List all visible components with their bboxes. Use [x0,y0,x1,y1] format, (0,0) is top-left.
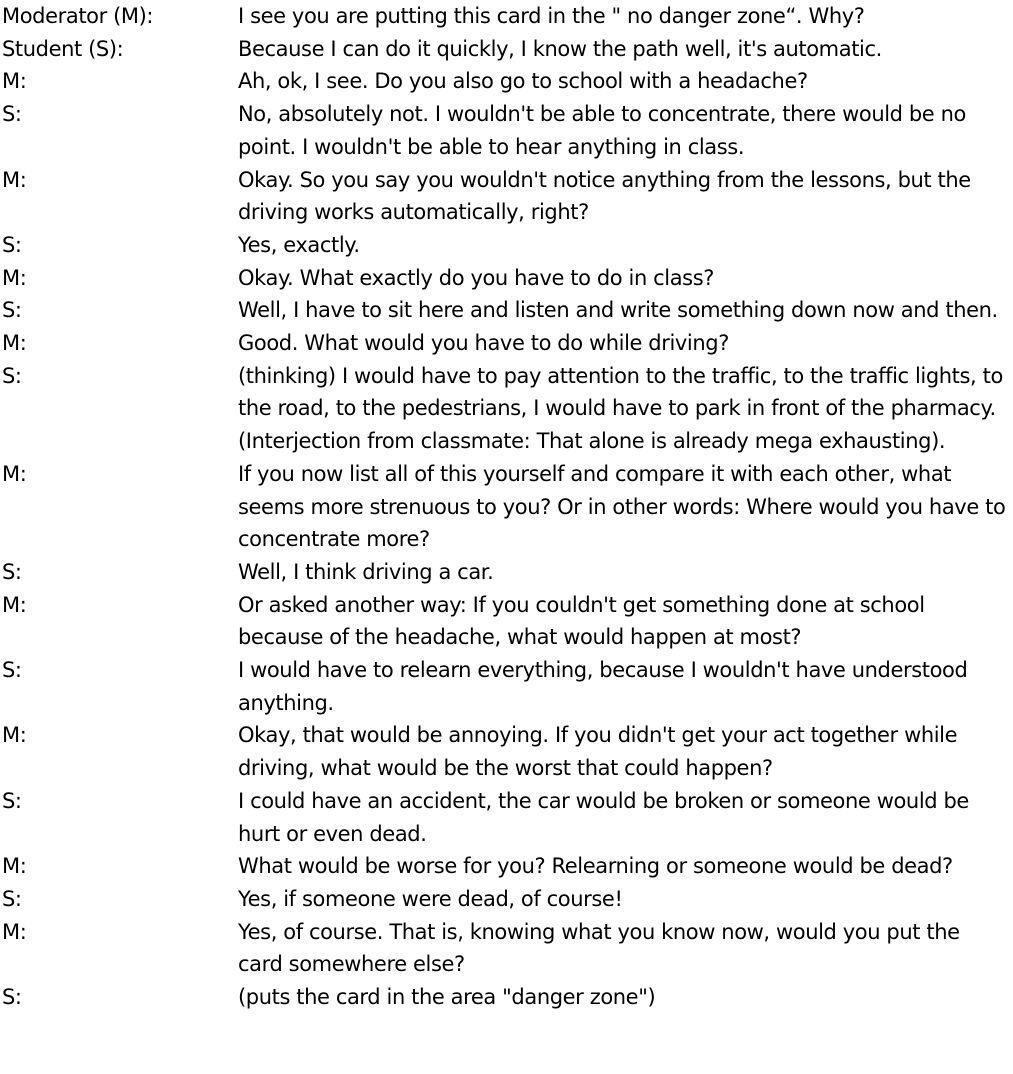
utterance-text: Because I can do it quickly, I know the path well, it's automatic. [238,36,882,61]
speaker-label: M: [2,69,27,94]
speaker-label: M: [2,592,27,617]
utterance-text: I could have an accident, the car would be broken or someone would be hurt or even dead. [238,788,969,846]
utterance-text: Yes, if someone were dead, of course! [238,886,623,911]
speaker-label: M: [2,919,27,944]
transcript-turn [0,65,1013,98]
utterance-text: No, absolutely not. I wouldn't be able to concentrate, there would be no point. I wouldn't be able to hear anything in class. [238,102,966,159]
speaker-label: S: [2,658,22,683]
transcript-turn [0,360,1013,458]
speaker-label: S: [2,363,22,388]
utterance-text: (thinking) I would have to pay attention to the traffic, to the traffic lights, to the road, to the pedestrians, I would have to park in front of the pharmacy. (Interjection from classmate: That alone is already mega exhausting). [238,363,1003,454]
transcript-turn [0,262,1013,295]
transcript-turn [0,916,1013,981]
transcript-turn [0,654,1013,719]
utterance-text: I see you are putting this card in the " no danger zone“. Why? [238,4,865,28]
speaker-label: S: [2,886,22,911]
transcript-turn [0,981,1013,1014]
utterance-text: Yes, exactly. [238,232,360,257]
transcript-turn [0,785,1013,850]
speaker-label: S: [2,298,22,323]
utterance-text: I would have to relearn everything, because I wouldn't have understood anything. [238,658,968,715]
speaker-label: S: [2,102,22,127]
utterance-text: Okay. What exactly do you have to do in class? [238,265,715,290]
speaker-label: M: [2,265,27,290]
utterance-text: Or asked another way: If you couldn't get something done at school because of the headache, what would happen at most? [238,592,925,650]
speaker-label: S: [2,559,22,584]
transcript-turn [0,883,1013,916]
utterance-text: Well, I think driving a car. [238,559,494,584]
transcript-turn [0,850,1013,883]
utterance-text: Ah, ok, I see. Do you also go to school with a headache? [238,69,808,94]
speaker-label: M: [2,723,27,748]
speaker-label: S: [2,788,22,813]
transcript-turn [0,294,1013,327]
speaker-label: Moderator (M): [2,4,154,28]
speaker-label: M: [2,167,27,192]
utterance-text: Good. What would you have to do while driving? [238,331,729,356]
speaker-label: S: [2,232,22,257]
speaker-label: M: [2,461,27,486]
transcript-turn [0,327,1013,360]
speaker-label: S: [2,985,22,1010]
utterance-text: (puts the card in the area "danger zone") [238,985,656,1010]
transcript-turn [0,98,1013,163]
speaker-label: Student (S): [2,36,124,61]
utterance-text: If you now list all of this yourself and compare it with each other, what seems more strenuous to you? Or in other words: Where would you have to concentrate more? [238,461,1006,552]
transcript-turn [0,589,1013,654]
utterance-text: Okay. So you say you wouldn't notice anything from the lessons, but the driving works automatically, right? [238,167,971,225]
utterance-text: Well, I have to sit here and listen and write something down now and then. [238,298,998,323]
transcript-turn [0,719,1013,784]
transcript-turn [0,556,1013,589]
transcript-turn [0,164,1013,229]
transcript-turn [0,33,1013,66]
transcript-turn [0,0,1013,33]
speaker-label: M: [2,854,27,879]
transcript-turn [0,458,1013,556]
transcript-turn [0,229,1013,262]
utterance-text: What would be worse for you? Relearning or someone would be dead? [238,854,953,879]
utterance-text: Okay, that would be annoying. If you didn't get your act together while driving, what would be the worst that could happen? [238,723,958,781]
utterance-text: Yes, of course. That is, knowing what you know now, would you put the card somewhere else? [238,919,960,977]
speaker-label: M: [2,331,27,356]
